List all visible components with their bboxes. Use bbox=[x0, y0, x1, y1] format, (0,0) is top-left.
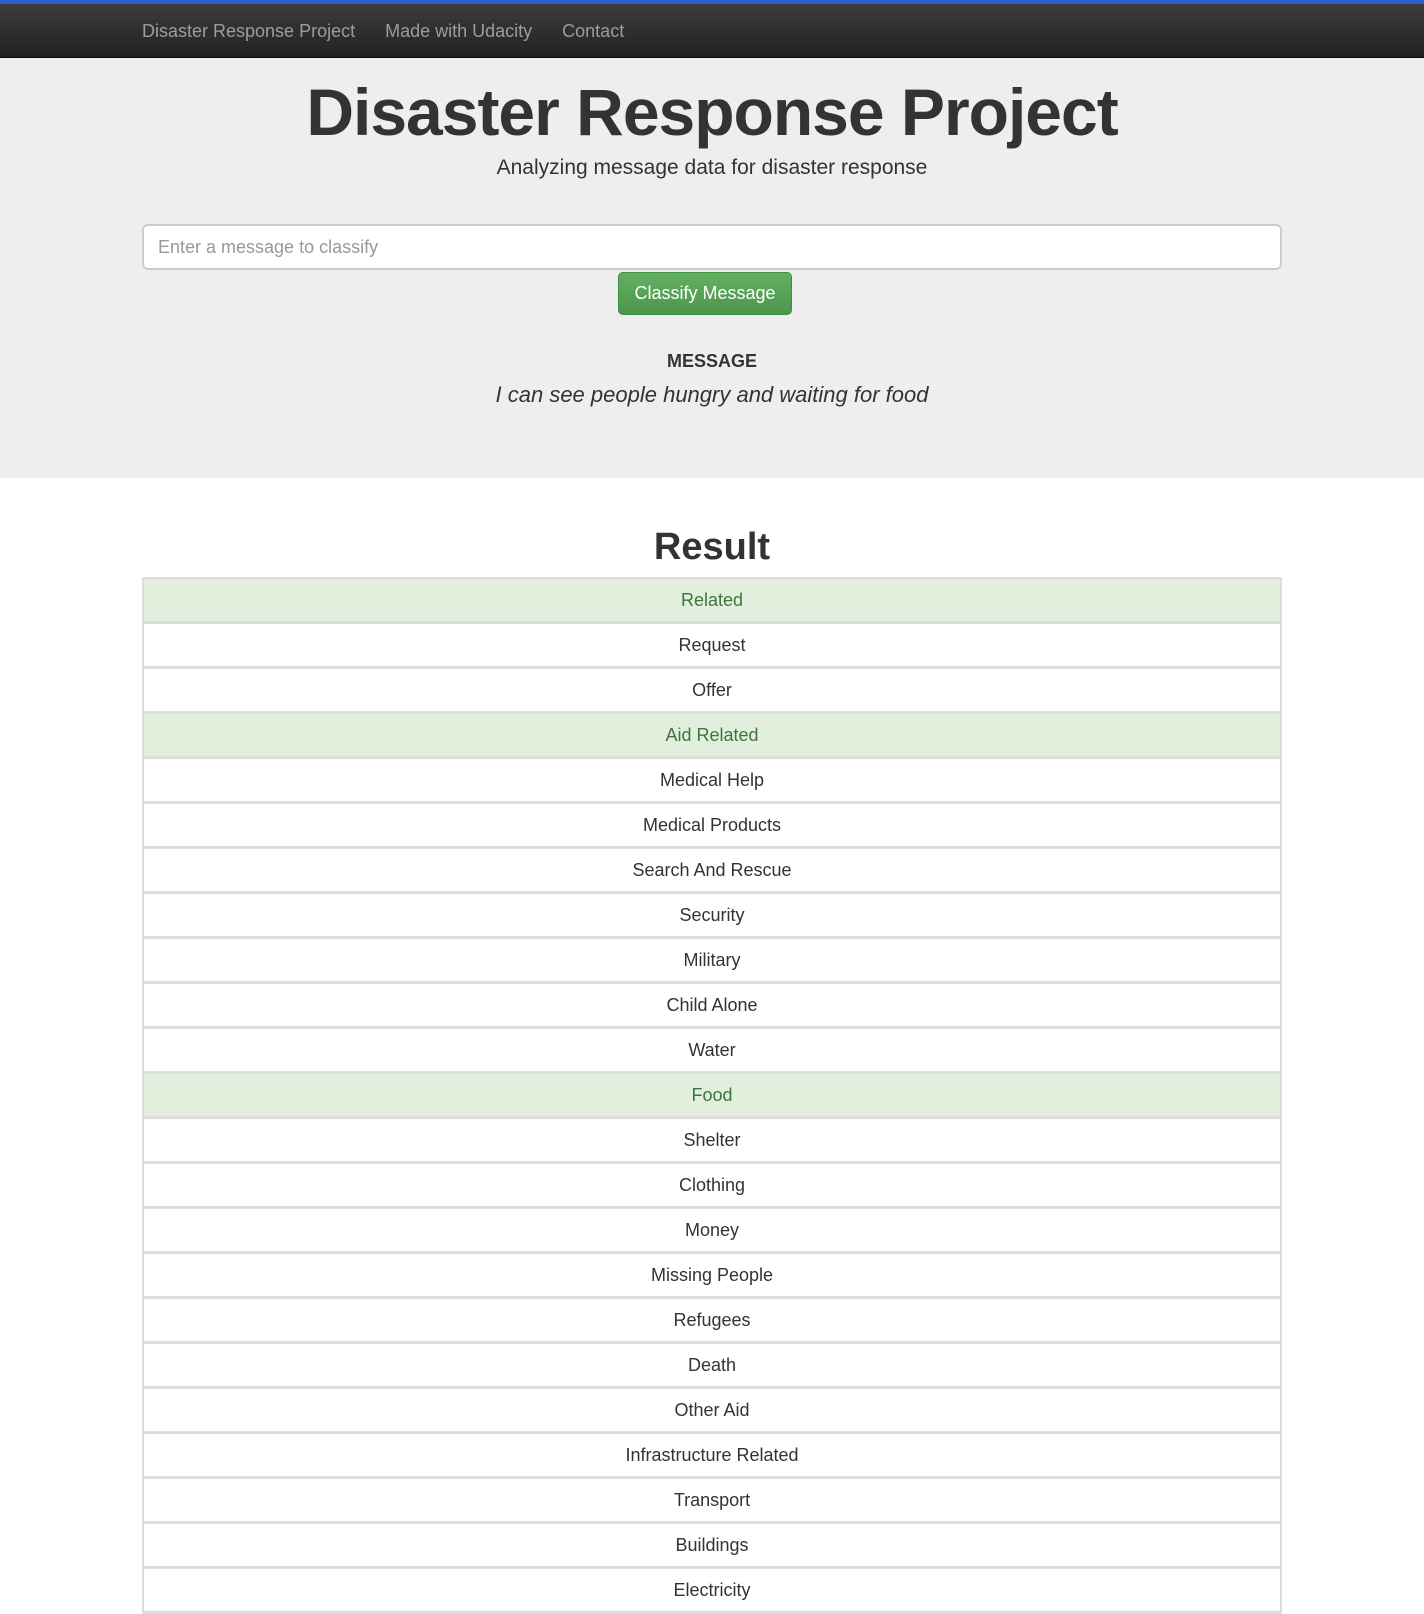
category-item: Security bbox=[144, 894, 1280, 939]
category-item: Clothing bbox=[144, 1164, 1280, 1209]
category-item: Medical Help bbox=[144, 759, 1280, 804]
category-item: Refugees bbox=[144, 1299, 1280, 1344]
nav-contact-link[interactable]: Contact bbox=[562, 20, 625, 41]
navbar bbox=[0, 4, 1424, 58]
category-item: Water bbox=[144, 1029, 1280, 1074]
category-item: Aid Related bbox=[144, 714, 1280, 759]
category-item: Shelter bbox=[144, 1119, 1280, 1164]
page-subtitle: Analyzing message data for disaster response bbox=[496, 156, 928, 179]
category-list bbox=[142, 577, 1282, 1614]
classify-button[interactable]: Classify Message bbox=[618, 272, 791, 315]
category-item: Buildings bbox=[144, 1524, 1280, 1569]
message-text: I can see people hungry and waiting for food bbox=[495, 382, 929, 407]
nav-udacity-link[interactable]: Made with Udacity bbox=[385, 20, 533, 41]
category-item: Offer bbox=[144, 669, 1280, 714]
category-item: Missing People bbox=[144, 1254, 1280, 1299]
category-item: Infrastructure Related bbox=[144, 1434, 1280, 1479]
page-title: Disaster Response Project bbox=[306, 75, 1118, 149]
category-item: Electricity bbox=[144, 1569, 1280, 1614]
message-label: MESSAGE bbox=[666, 351, 758, 371]
category-item: Money bbox=[144, 1209, 1280, 1254]
category-item: Medical Products bbox=[144, 804, 1280, 849]
category-item: Transport bbox=[144, 1479, 1280, 1524]
category-item: Death bbox=[144, 1344, 1280, 1389]
jumbotron bbox=[0, 58, 1424, 478]
category-item: Child Alone bbox=[144, 984, 1280, 1029]
category-item: Military bbox=[144, 939, 1280, 984]
category-item: Related bbox=[144, 579, 1280, 624]
nav-brand-link[interactable]: Disaster Response Project bbox=[142, 20, 356, 41]
category-item: Food bbox=[144, 1074, 1280, 1119]
category-item: Search And Rescue bbox=[144, 849, 1280, 894]
category-item: Request bbox=[144, 624, 1280, 669]
category-item: Other Aid bbox=[144, 1389, 1280, 1434]
result-title: Result bbox=[653, 526, 771, 568]
message-input[interactable] bbox=[142, 224, 1282, 270]
